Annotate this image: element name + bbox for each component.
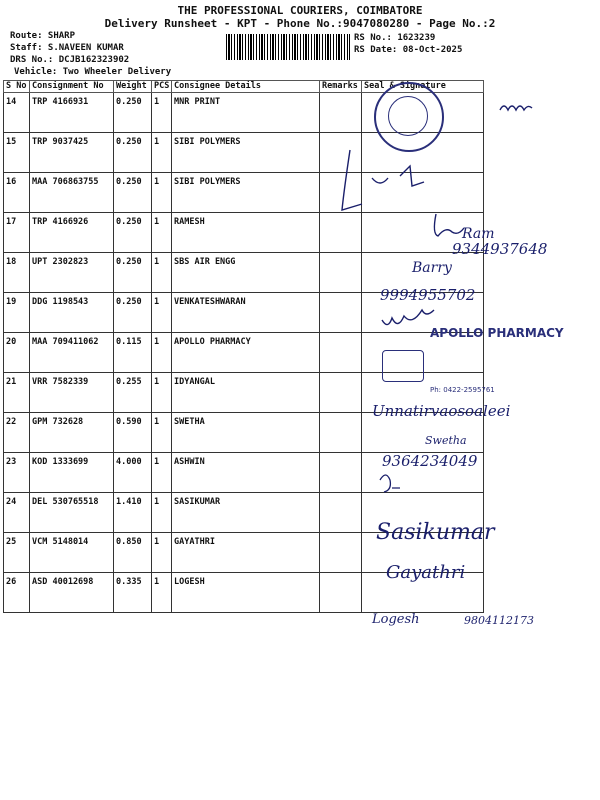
row-consignee: MNR PRINT [172,93,320,133]
signature-row-14 [500,106,532,110]
row-sno: 24 [4,493,30,533]
row-consignment: VRR 7582339 [30,373,114,413]
row-pcs: 1 [152,173,172,213]
row-weight: 0.850 [114,533,152,573]
row-sno: 26 [4,573,30,613]
handwritten-sign-row-26: Logesh [372,612,420,627]
drs-number: DRS No.: DCJB162323902 [10,55,130,65]
row-weight: 1.410 [114,493,152,533]
row-consignment: MAA 709411062 [30,333,114,373]
row-sno: 15 [4,133,30,173]
row-weight: 0.335 [114,573,152,613]
handwritten-phone-row-18: 9994955702 [380,286,476,304]
row-sno: 19 [4,293,30,333]
row-consignee: SBS AIR ENGG [172,253,320,293]
row-weight: 0.590 [114,413,152,453]
row-pcs: 1 [152,573,172,613]
row-pcs: 1 [152,493,172,533]
route-label: Route: SHARP [10,31,76,41]
row-consignee: SIBI POLYMERS [172,173,320,213]
row-weight: 0.255 [114,373,152,413]
signature-row-23 [380,475,400,492]
row-pcs: 1 [152,533,172,573]
handwritten-name-row-17: Ram [462,226,495,242]
runsheet-subtitle: Delivery Runsheet - KPT - Phone No.:9047080280 - Page No.:2 [104,17,496,30]
rs-date: RS Date: 08-Oct-2025 [354,45,463,55]
signature-row-17 [434,214,464,236]
row-weight: 0.250 [114,253,152,293]
row-weight: 0.115 [114,333,152,373]
row-pcs: 1 [152,373,172,413]
staff-label: Staff: S.NAVEEN KUMAR [10,43,124,53]
col-consignee: Consignee Details [172,81,320,93]
handwritten-phone-row-22: 9364234049 [382,452,478,470]
pharmacy-stamp-name: APOLLO PHARMACY [430,326,564,340]
col-consignment: Consignment No [30,81,114,93]
col-signature: Seal & Signature [362,81,484,93]
col-remarks: Remarks [320,81,362,93]
row-consignee: RAMESH [172,213,320,253]
handwritten-name-row-22: Swetha [425,434,467,447]
row-consignee: IDYANGAL [172,373,320,413]
row-consignee: LOGESH [172,573,320,613]
pharmacy-stamp-phone: Ph: 0422-2595761 [430,386,495,394]
handwritten-phone-row-17: 9344937648 [452,240,548,258]
row-consignee: ASHWIN [172,453,320,493]
row-weight: 0.250 [114,93,152,133]
row-consignee: APOLLO PHARMACY [172,333,320,373]
handwritten-phone-row-26: 9804112173 [464,614,534,627]
row-pcs: 1 [152,453,172,493]
row-consignment: KOD 1333699 [30,453,114,493]
row-pcs: 1 [152,133,172,173]
row-consignment: ASD 40012698 [30,573,114,613]
row-sno: 21 [4,373,30,413]
handwritten-sign-row-25: Gayathri [386,562,466,583]
row-consignment: TRP 4166931 [30,93,114,133]
row-pcs: 1 [152,253,172,293]
row-consignee: SIBI POLYMERS [172,133,320,173]
col-weight: Weight [114,81,152,93]
row-pcs: 1 [152,293,172,333]
row-consignment: UPT 2302823 [30,253,114,293]
signature-row-19 [382,310,434,325]
row-sno: 14 [4,93,30,133]
row-sno: 16 [4,173,30,213]
row-sno: 23 [4,453,30,493]
row-sno: 17 [4,213,30,253]
row-consignee: SWETHA [172,413,320,453]
company-title: THE PROFESSIONAL COURIERS, COIMBATORE [177,4,423,17]
row-consignment: GPM 732628 [30,413,114,453]
row-weight: 0.250 [114,133,152,173]
row-weight: 0.250 [114,173,152,213]
row-consignment: TRP 9037425 [30,133,114,173]
handwritten-sign-row-21: Unnatirvaosoaleei [372,402,511,420]
pharmacy-logo [382,350,424,382]
row-weight: 4.000 [114,453,152,493]
rs-number: RS No.: 1623239 [354,33,436,43]
handwritten-name-row-18: Barry [412,260,452,276]
row-consignment: DDG 1198543 [30,293,114,333]
row-consignment: VCM 5148014 [30,533,114,573]
vehicle-label: Vehicle: Two Wheeler Delivery [14,67,172,77]
row-consignment: DEL 530765518 [30,493,114,533]
row-pcs: 1 [152,413,172,453]
col-pcs: PCS [152,81,172,93]
row-consignment: TRP 4166926 [30,213,114,253]
row-weight: 0.250 [114,293,152,333]
row-sno: 25 [4,533,30,573]
row-consignee: SASIKUMAR [172,493,320,533]
row-consignee: VENKATESHWARAN [172,293,320,333]
row-consignment: MAA 706863755 [30,173,114,213]
signature-row-16 [342,150,424,210]
col-sno: S No [4,81,30,93]
row-sno: 20 [4,333,30,373]
row-pcs: 1 [152,93,172,133]
row-pcs: 1 [152,333,172,373]
row-pcs: 1 [152,213,172,253]
row-consignee: GAYATHRI [172,533,320,573]
handwritten-sign-row-24: Sasikumar [376,520,495,545]
row-sno: 22 [4,413,30,453]
row-sno: 18 [4,253,30,293]
row-weight: 0.250 [114,213,152,253]
